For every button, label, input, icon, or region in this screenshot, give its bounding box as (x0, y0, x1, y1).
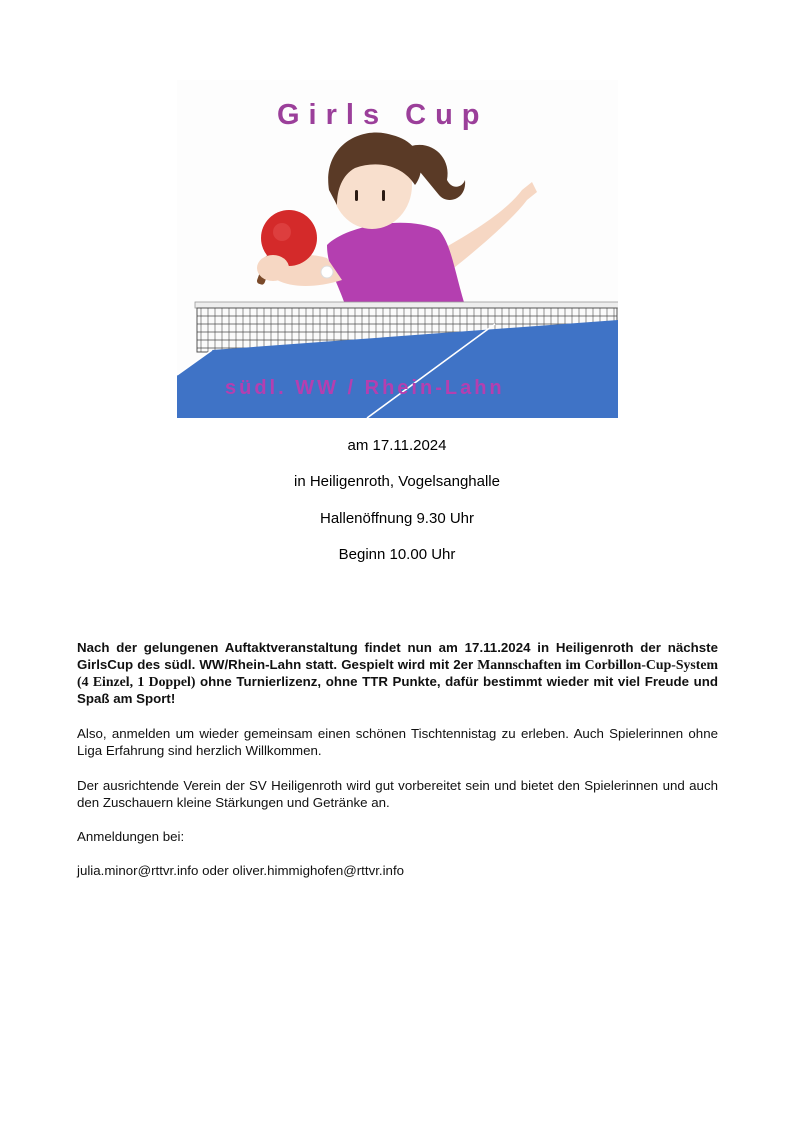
contact-emails: julia.minor@rttvr.info oder oliver.himmighofen@rttvr.info (77, 863, 405, 878)
intro-serif-part: Mannschaften im Corbillon-Cup-System (4 Einzel, 1 Doppel) (77, 657, 718, 689)
intro-part-2: ohne Turnierlizenz, ohne TTR Punkte, dafür bestimmt wieder mit viel Freude und Spaß am Sport! (77, 674, 718, 706)
event-opening: Hallenöffnung 9.30 Uhr (320, 510, 474, 527)
signup-paragraph: Also, anmelden um wieder gemeinsam einen schönen Tischtennistag zu erleben. Auch Spielerinnen ohne Liga Erfahrung sind herzlich Willkommen. (77, 726, 718, 758)
event-start: Beginn 10.00 Uhr (338, 546, 456, 563)
ball-icon (321, 266, 333, 278)
intro-paragraph (77, 639, 718, 707)
intro-part-1: Nach der gelungenen Auftaktveranstaltung findet nun am 17.11.2024 in Heiligenroth der nächste GirlsCup des südl. WW/Rhein-Lahn statt. Gespielt wird mit 2er (77, 640, 718, 672)
event-location: in Heiligenroth, Vogelsanghalle (294, 473, 500, 490)
event-poster-image (177, 80, 618, 418)
poster-title: Girls Cup (277, 99, 489, 131)
registration-label: Anmeldungen bei: (77, 829, 185, 844)
event-date: am 17.11.2024 (347, 437, 447, 454)
host-paragraph: Der ausrichtende Verein der SV Heiligenroth wird gut vorbereitet sein und bietet den Spielerinnen und auch den Zuschauern kleine Stärkungen und Getränke an. (77, 778, 718, 810)
poster-region: südl. WW / Rhein-Lahn (225, 377, 505, 399)
poster-illustration (177, 80, 618, 418)
